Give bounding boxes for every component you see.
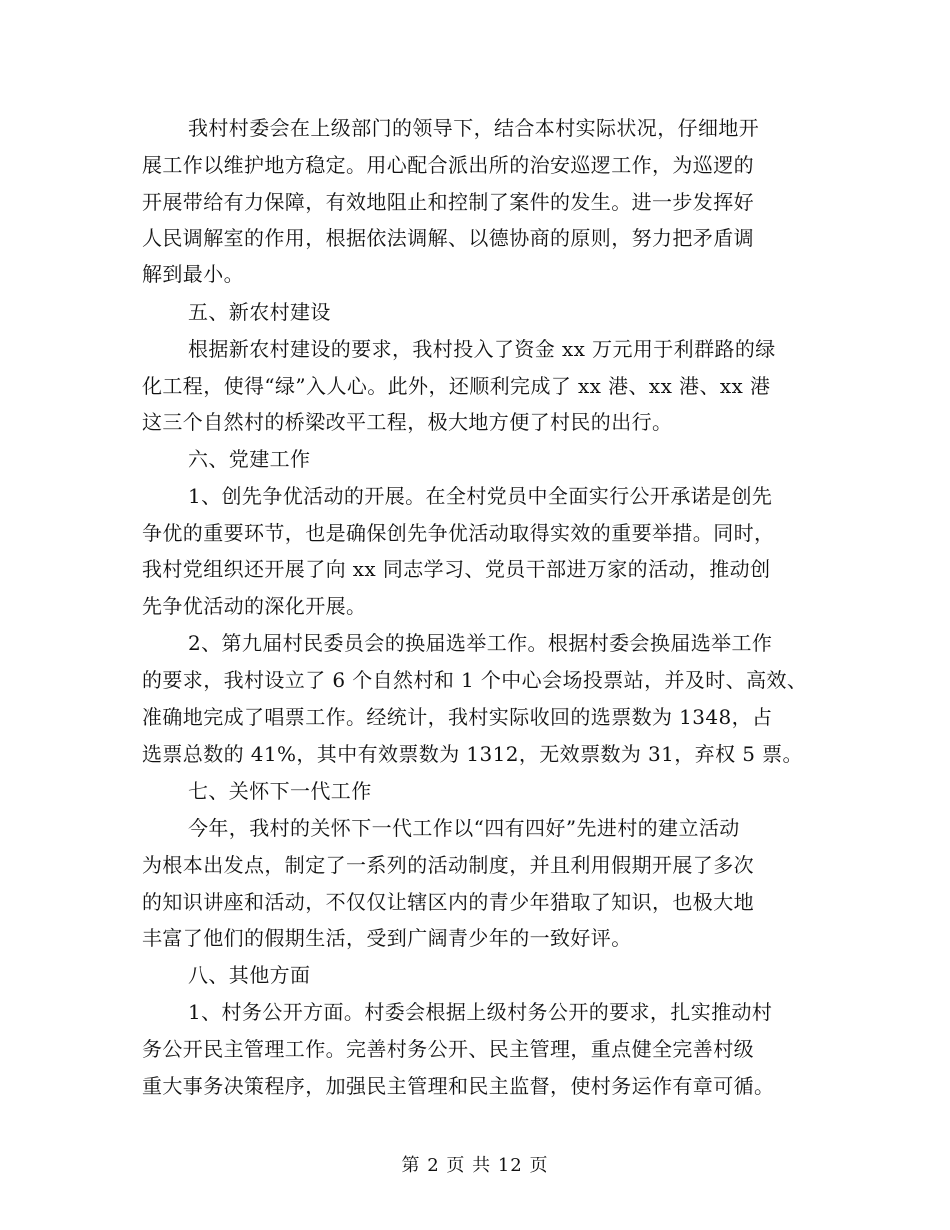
section-heading: 六、党建工作 xyxy=(188,447,311,471)
page-number-footer: 第 2 页 共 12 页 xyxy=(401,1155,549,1176)
text-line: 展工作以维护地方稳定。用心配合派出所的治安巡逻工作，为巡逻的 xyxy=(142,153,754,177)
text-line: 根据新农村建设的要求，我村投入了资金 xx 万元用于利群路的绿 xyxy=(188,337,776,361)
text-line: 的知识讲座和活动，不仅仅让辖区内的青少年猎取了知识，也极大地 xyxy=(142,890,754,914)
text-line: 重大事务决策程序，加强民主管理和民主监督，使村务运作有章可循。 xyxy=(142,1074,775,1098)
text-line: 为根本出发点，制定了一系列的活动制度，并且利用假期开展了多次 xyxy=(142,853,754,877)
text-line: 解到最小。 xyxy=(142,262,244,286)
text-line: 1、创先争优活动的开展。在全村党员中全面实行公开承诺是创先 xyxy=(188,484,773,508)
text-line: 的要求，我村设立了 6 个自然村和 1 个中心会场投票站，并及时、高效、 xyxy=(142,668,808,692)
text-line: 1、村务公开方面。村委会根据上级村务公开的要求，扎实推动村 xyxy=(188,1000,773,1024)
text-line: 这三个自然村的桥梁改平工程，极大地方便了村民的出行。 xyxy=(142,410,673,434)
text-line: 我村村委会在上级部门的领导下，结合本村实际状况，仔细地开 xyxy=(188,116,760,140)
text-line: 丰富了他们的假期生活，受到广阔青少年的一致好评。 xyxy=(142,926,632,950)
text-line: 务公开民主管理工作。完善村务公开、民主管理，重点健全完善村级 xyxy=(142,1037,754,1061)
text-line: 准确地完成了唱票工作。经统计，我村实际收回的选票数为 1348，占 xyxy=(142,705,773,729)
text-line: 化工程，使得“绿”入人心。此外，还顺利完成了 xx 港、xx 港、xx 港 xyxy=(142,374,771,398)
section-heading: 八、其他方面 xyxy=(188,963,311,987)
text-line: 选票总数的 41%，其中有效票数为 1312，无效票数为 31，弃权 5 票。 xyxy=(142,742,803,766)
section-heading: 七、关怀下一代工作 xyxy=(188,779,372,803)
text-line: 先争优活动的深化开展。 xyxy=(142,594,367,618)
section-heading: 五、新农村建设 xyxy=(188,300,331,324)
text-line: 2、第九届村民委员会的换届选举工作。根据村委会换届选举工作 xyxy=(188,631,773,655)
text-line: 今年，我村的关怀下一代工作以“四有四好”先进村的建立活动 xyxy=(188,816,740,840)
text-line: 我村党组织还开展了向 xx 同志学习、党员干部进万家的活动，推动创 xyxy=(142,557,771,581)
text-line: 人民调解室的作用，根据依法调解、以德协商的原则，努力把矛盾调 xyxy=(142,226,754,250)
text-line: 开展带给有力保障，有效地阻止和控制了案件的发生。进一步发挥好 xyxy=(142,190,754,214)
text-line: 争优的重要环节，也是确保创先争优活动取得实效的重要举措。同时， xyxy=(142,521,775,545)
